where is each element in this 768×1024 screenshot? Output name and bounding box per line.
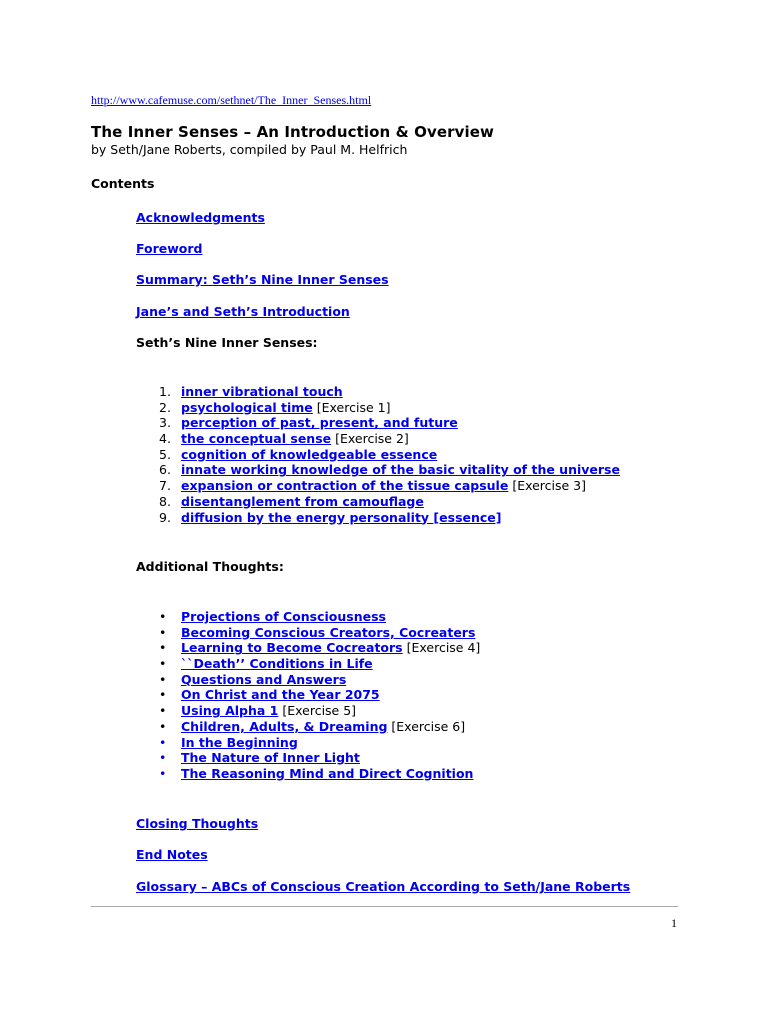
toc-link-end-notes[interactable]: End Notes (136, 847, 208, 862)
list-item (136, 384, 620, 400)
toc-link-summary[interactable]: Summary: Seth’s Nine Inner Senses (136, 272, 389, 287)
list-item (136, 750, 480, 766)
sense-link[interactable]: perception of past, present, and future (181, 415, 458, 431)
list-item (136, 494, 620, 510)
thought-link[interactable]: Using Alpha 1 (181, 703, 279, 719)
thought-link[interactable]: Projections of Consciousness (181, 609, 386, 624)
list-item (136, 687, 480, 703)
list-number: 7. (159, 478, 171, 494)
senses-list (136, 384, 620, 525)
bullet-icon: • (159, 750, 167, 766)
bullet-icon: • (159, 765, 167, 781)
exercise-note: [Exercise 1] (316, 399, 391, 415)
list-item (136, 656, 480, 672)
bullet-icon: • (159, 687, 167, 703)
toc-link-glossary[interactable]: Glossary – ABCs of Conscious Creation According to Seth/Jane Roberts (136, 879, 631, 894)
exercise-note: [Exercise 2] (335, 431, 409, 447)
list-number: 5. (159, 446, 171, 462)
thought-link[interactable]: The Reasoning Mind and Direct Cognition (181, 765, 474, 781)
source-url-link[interactable]: http://www.cafemuse.com/sethnet/The_Inner_Senses.html (91, 93, 372, 107)
list-number: 6. (159, 462, 171, 478)
exercise-note: [Exercise 5] (282, 703, 357, 719)
thought-link[interactable]: Children, Adults, & Dreaming (181, 718, 388, 734)
thought-link[interactable]: ``Death’’ Conditions in Life (181, 656, 373, 672)
sense-link[interactable]: inner vibrational touch (181, 384, 343, 399)
bullet-icon: • (159, 703, 167, 719)
thoughts-list (136, 609, 480, 782)
list-item (136, 625, 480, 641)
list-item (136, 415, 620, 431)
list-number: 3. (159, 415, 171, 431)
toc-link-closing-thoughts[interactable]: Closing Thoughts (136, 816, 259, 831)
list-item (136, 478, 620, 494)
list-number: 8. (159, 493, 171, 509)
list-item (136, 672, 480, 688)
list-item (136, 640, 480, 656)
sense-link[interactable]: psychological time (181, 399, 313, 415)
senses-heading: Seth’s Nine Inner Senses: (136, 335, 318, 350)
bullet-icon: • (159, 718, 167, 734)
sense-link[interactable]: disentanglement from camouflage (181, 493, 424, 509)
list-number: 4. (159, 431, 171, 447)
list-item (136, 735, 480, 751)
list-item (136, 431, 620, 447)
thought-link[interactable]: The Nature of Inner Light (181, 750, 360, 766)
bullet-icon: • (159, 656, 167, 672)
thought-link[interactable]: Learning to Become Cocreators (181, 640, 403, 656)
sense-link[interactable]: cognition of knowledgeable essence (181, 446, 438, 462)
thought-link[interactable]: In the Beginning (181, 734, 298, 750)
bullet-icon: • (159, 624, 167, 640)
byline: by Seth/Jane Roberts, compiled by Paul M. Helfrich (91, 142, 408, 157)
exercise-note: [Exercise 3] (512, 478, 587, 494)
additional-thoughts-heading: Additional Thoughts: (136, 559, 284, 574)
sense-link[interactable]: diffusion by the energy personality [essence] (181, 509, 502, 525)
list-item (136, 703, 480, 719)
list-number: 1. (159, 384, 171, 399)
thought-link[interactable]: On Christ and the Year 2075 (181, 687, 380, 703)
thought-link[interactable]: Becoming Conscious Creators, Cocreaters (181, 624, 476, 640)
footer-divider (91, 906, 678, 907)
list-item (136, 462, 620, 478)
bullet-icon: • (159, 734, 167, 750)
list-item (136, 400, 620, 416)
toc-link-foreword[interactable]: Foreword (136, 241, 203, 256)
contents-heading: Contents (91, 176, 155, 191)
page-number: 1 (671, 916, 677, 930)
bullet-icon: • (159, 671, 167, 687)
list-item (136, 609, 480, 625)
list-item (136, 766, 480, 782)
sense-link[interactable]: the conceptual sense (181, 431, 332, 447)
exercise-note: [Exercise 4] (406, 640, 481, 656)
sense-link[interactable]: expansion or contraction of the tissue capsule (181, 478, 509, 494)
list-number: 9. (159, 509, 171, 525)
list-item (136, 719, 480, 735)
toc-link-introduction[interactable]: Jane’s and Seth’s Introduction (136, 304, 350, 319)
sense-link[interactable]: innate working knowledge of the basic vitality of the universe (181, 462, 620, 478)
bullet-icon: • (159, 640, 167, 656)
toc-link-acknowledgments[interactable]: Acknowledgments (136, 210, 265, 225)
list-item (136, 447, 620, 463)
thought-link[interactable]: Questions and Answers (181, 671, 347, 687)
list-item (136, 510, 620, 526)
bullet-icon: • (159, 609, 167, 624)
document-title: The Inner Senses – An Introduction & Overview (91, 123, 494, 141)
exercise-note: [Exercise 6] (391, 718, 466, 734)
list-number: 2. (159, 399, 171, 415)
